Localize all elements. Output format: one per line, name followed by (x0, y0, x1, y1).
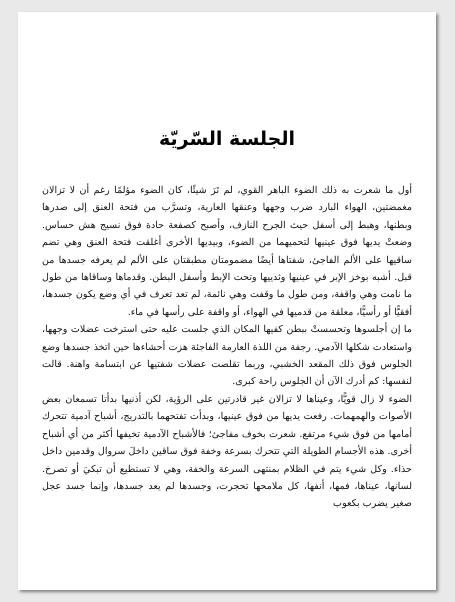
book-page (18, 12, 436, 590)
chapter-title: الجلسة السّريّة (158, 128, 296, 150)
chapter-body (42, 182, 412, 513)
paragraph-2: ما إن أجلسوها وتحسستْ ببطن كفيها المكان الذي جلست عليه حتى استرخت عضلات وجهها، واستعادت شكلها الآدمي. رجفة من اللذة العارمة الفاجئة هزت أحشاءها حين اتخذ جسدها وضع الجلوس فوق ذلك المقعد الخشبي، وربما تقلصت عضلات شفتيها عن ابتسامة واهنة. قالت لنفسها: كم أدرك الآن أن الجلوس راحة كبرى. (42, 324, 412, 388)
paragraph-1: أول ما شعرت به ذلك الضوء الباهر القوي، لم تَرَ شيئًا، كان الضوء مؤلمًا رغم أن لا تزالان مغمضتين، الهواء البارد ضرب وجهها وعنقها العارية، وتسرَّب من فتحة العنق إلى صدرها وبطنها، وهبط إلى أسفل حيث الجرح النازف، وأصبح كصفعة حادة فوق نسيج هش حساس. وضعتْ يديها فوق عينيها لتحميهما من الضوء، وبيديها الأخرى أغلقت فتحة العنق وهي تضم ساقيها على الألم الفاجئ، شفتاها أيضًا مضمومتان مطبقتان على الألم لم يعرفه جسدها من قبل. أشبه بوخز الإبر في عينيها وثدييها وتحت الإبط وأسفل البطن. وقدماها وساقاها من طول ما نامت وهي واقفة، ومن طول ما وقفت وهي نائمة، لم تعد تعرف في أي وضع يكون جسدها، أفقيًّا أو رأسيًّا، معلقة من قدميها في الهواء، أو واقفة على رأسها في ماء. (42, 185, 412, 318)
paragraph-3: الضوء لا زال قويًّا، وعيناها لا تزالان غير قادرتين على الرؤية، لكن أذنيها بدأتا تسمعان بعض الأصوات والهمهمات. رفعت يديها من فوق عينيها، وبدأت تفتحهما بالتدريج، أشباح آدمية تتحرك أمامها من فوق شيء مرتفع. شعرت بخوف مفاجئ؛ فالأشباح الآدمية تخيفها أكثر من أي أشباح أخرى. هذه الأجسام الطويلة التي تتحرك بسرعة وخفة فوق ساقين داخلَ سروال وقدمين داخل حذاء. وكل شيء يتم في الظلام بمنتهى السرعة والخفة، وهي لا تستطيع أن تبكيَ أو تصرخ. لسانها، عيناها، فمها، أنفها، كل ملامحها تحجرت، وجسدها لم يعد جسدها، وإنما جسد عجل صغير يضرب بكعوب (42, 393, 412, 510)
